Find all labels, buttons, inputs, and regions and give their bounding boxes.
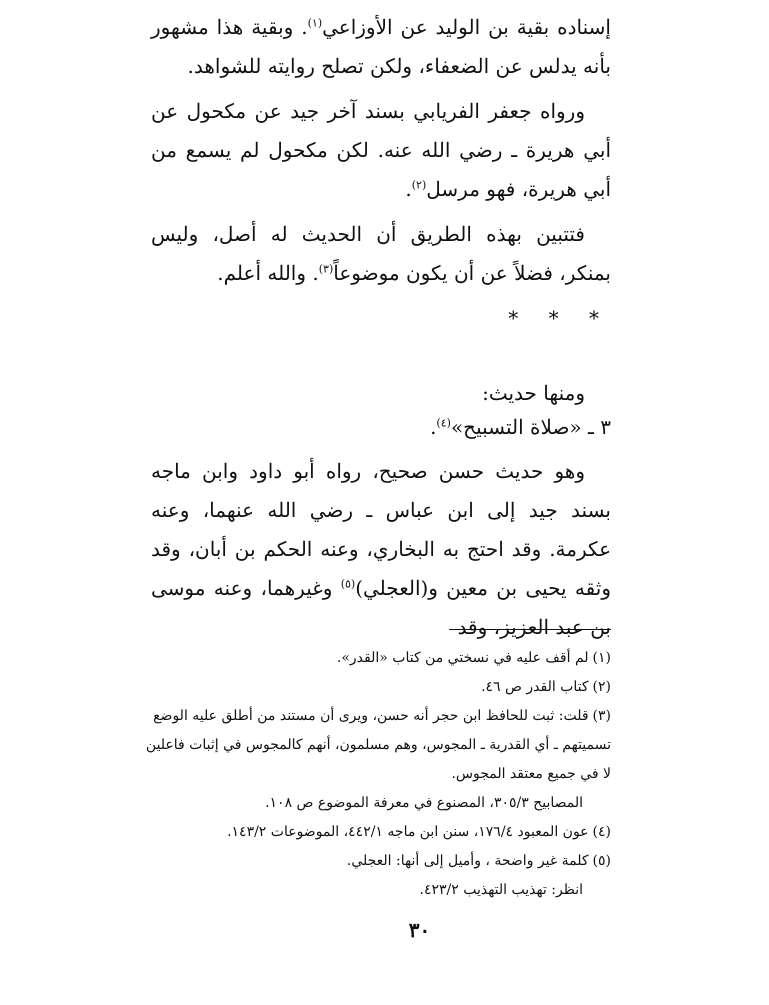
paragraph-4	[151, 452, 611, 647]
paragraph-3-tail: . والله أعلم.	[217, 261, 319, 285]
paragraph-1-text: إسناده بقية بن الوليد عن الأوزاعي	[322, 15, 611, 39]
section-separator: * * *	[508, 306, 611, 330]
footnote-number: (١)	[592, 650, 611, 666]
footnote-5	[141, 847, 611, 876]
footnote-ref-1[interactable]: (١)	[307, 16, 323, 30]
footnote-text: لم أقف عليه في نسختي من كتاب «القدر».	[336, 650, 589, 666]
paragraph-4-tail: وغيرهما، وعنه موسى بن عبد العزيز، وقد	[151, 576, 611, 639]
footnote-number: (٤)	[592, 824, 611, 840]
footnote-ref-3[interactable]: (٣)	[318, 262, 334, 276]
paragraph-2	[151, 92, 611, 209]
footnote-divider	[449, 629, 611, 630]
page-number: ٣٠	[408, 918, 431, 942]
main-text	[151, 8, 611, 653]
footnote-number: (٣)	[592, 708, 611, 724]
footnote-number: (٢)	[592, 679, 611, 695]
footnote-1	[141, 644, 611, 673]
section-intro: ومنها حديث:	[482, 381, 585, 405]
section-title	[151, 410, 611, 444]
paragraph-4-text: وهو حديث حسن صحيح، رواه أبو داود وابن ماجه بسند جيد إلى ابن عباس ـ رضي الله عنهما، وعنه عكرمة. وقد احتج به البخاري، وعنه الحكم بن أبان، وقد وثقه يحيى بن معين و(العجلي)	[151, 459, 611, 600]
section-title-text: ٣ ـ «صلاة التسبيح»	[450, 415, 611, 439]
footnote-4	[141, 818, 611, 847]
section-title-tail: .	[430, 415, 437, 439]
paragraph-2-tail: .	[405, 177, 412, 201]
footnote-ref-5[interactable]: (٥)	[340, 577, 356, 591]
paragraph-1-tail: . وبقية هذا مشهور بأنه يدلس عن الضعفاء، ولكن تصلح روايته للشواهد.	[151, 15, 611, 78]
footnote-3	[141, 702, 611, 789]
footnote-text: كلمة غير واضحة ، وأميل إلى أنها: العجلي.	[346, 853, 589, 869]
footnote-text: قلت: ثبت للحافظ ابن حجر أنه حسن، ويرى أن مستند من أطلق عليه الوضع تسميتهم ـ أي القدرية ـ المجوس، وهم مسلمون، أنهم كالمجوس في إثبات فاعلين لا في جميع معتقد المجوس.	[145, 708, 611, 782]
footnote-ref-2[interactable]: (٢)	[411, 178, 427, 192]
footnotes	[141, 644, 611, 905]
paragraph-2-text: ورواه جعفر الفريابي بسند آخر جيد عن مكحول عن أبي هريرة ـ رضي الله عنه. لكن مكحول لم يسمع من أبي هريرة، فهو مرسل	[151, 99, 611, 201]
paragraph-3-text: فتتبين بهذه الطريق أن الحديث له أصل، وليس بمنكر، فضلاً عن أن يكون موضوعاً	[151, 222, 611, 285]
footnote-text: كتاب القدر ص ٤٦.	[481, 679, 589, 695]
footnote-text: انظر: تهذيب التهذيب ٤٢٣/٢.	[419, 882, 583, 898]
footnote-text: عون المعبود ١٧٦/٤، سنن ابن ماجه ٤٤٢/١، الموضوعات ١٤٣/٢.	[227, 824, 589, 840]
footnote-ref-4[interactable]: (٤)	[436, 416, 451, 430]
footnote-5-continued	[141, 876, 611, 905]
footnote-3-continued	[141, 789, 611, 818]
footnote-2	[141, 673, 611, 702]
paragraph-3	[151, 215, 611, 293]
footnote-text: المصابيح ٣٠٥/٣، المصنوع في معرفة الموضوع ص ١٠٨.	[265, 795, 583, 811]
footnote-number: (٥)	[592, 853, 611, 869]
paragraph-1	[151, 8, 611, 86]
